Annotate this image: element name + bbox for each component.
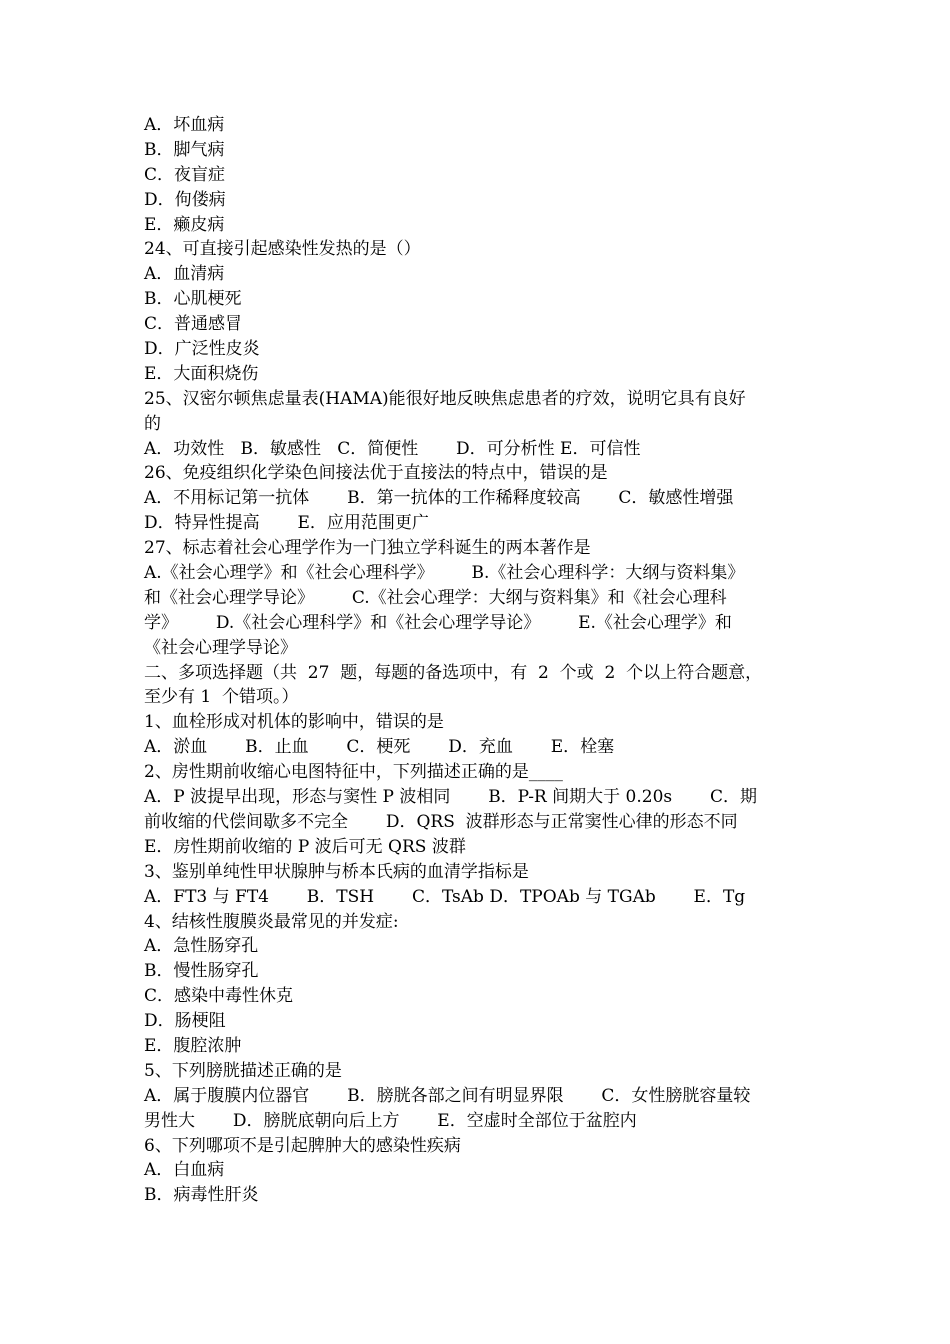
option-line: E．腹腔浓肿 — [144, 1035, 242, 1056]
option-line: E．大面积烧伤 — [144, 363, 259, 384]
option-line: A．功效性 B．敏感性 C．简便性 D．可分析性 E．可信性 — [144, 438, 641, 459]
option-line: D．肠梗阻 — [144, 1011, 226, 1032]
section-heading: 二、多项选择题（共 27 题，每题的备选项中，有 2 个或 2 个以上符合题意， — [144, 662, 763, 683]
option-line: A．FT3 与 FT4 B．TSH C．TsAb D．TPOAb 与 TGAb E．Tg — [144, 886, 746, 907]
option-line: C．夜盲症 — [144, 164, 226, 185]
option-line: E．癞皮病 — [144, 214, 225, 235]
option-line: E．房性期前收缩的 P 波后可无 QRS 波群 — [144, 836, 466, 857]
document-body — [144, 113, 809, 1208]
option-line: B．脚气病 — [144, 139, 225, 160]
section-heading-continued: 至少有 1 个错项。） — [144, 687, 299, 708]
option-line: 男性大 D．膀胱底朝向后上方 E．空虚时全部位于盆腔内 — [144, 1110, 637, 1131]
option-line: D．佝偻病 — [144, 189, 226, 210]
option-line: 和《社会心理学导论》 C.《社会心理学：大纲与资料集》和《社会心理科 — [144, 587, 727, 608]
option-line: A．坏血病 — [144, 115, 225, 135]
option-line: A．不用标记第一抗体 B．第一抗体的工作稀释度较高 C．敏感性增强 — [144, 488, 734, 509]
option-line: A．P 波提早出现，形态与窦性 P 波相同 B．P-R 间期大于 0.20s C．期 — [144, 787, 757, 808]
question-m6: 6、下列哪项不是引起脾肿大的感染性疾病 — [144, 1135, 461, 1156]
option-line: 学》 D.《社会心理科学》和《社会心理学导论》 E.《社会心理学》和 — [144, 612, 732, 633]
option-line: 前收缩的代偿间歇多不完全 D．QRS 波群形态与正常窦性心律的形态不同 — [144, 811, 738, 832]
option-line: B．慢性肠穿孔 — [144, 961, 259, 982]
question-m4: 4、结核性腹膜炎最常见的并发症: — [144, 911, 399, 932]
question-m1: 1、血栓形成对机体的影响中，错误的是 — [144, 712, 444, 733]
question-26: 26、免疫组织化学染色间接法优于直接法的特点中，错误的是 — [144, 463, 608, 484]
question-27: 27、标志着社会心理学作为一门独立学科诞生的两本著作是 — [144, 538, 591, 559]
option-line: B．病毒性肝炎 — [144, 1185, 259, 1206]
option-line: 《社会心理学导论》 — [144, 637, 297, 658]
option-line: B．心肌梗死 — [144, 289, 242, 310]
option-line: A.《社会心理学》和《社会心理科学》 B.《社会心理科学：大纲与资料集》 — [144, 563, 745, 584]
option-line: C．感染中毒性休克 — [144, 986, 294, 1007]
option-line: C．普通感冒 — [144, 314, 243, 335]
option-line: D．广泛性皮炎 — [144, 339, 260, 360]
option-line: A．白血病 — [144, 1160, 225, 1181]
question-25-continued: 的 — [144, 413, 161, 434]
question-m3: 3、鉴别单纯性甲状腺肿与桥本氏病的血清学指标是 — [144, 861, 529, 882]
question-25: 25、汉密尔顿焦虑量表(HAMA)能很好地反映焦虑患者的疗效，说明它具有良好 — [144, 388, 746, 409]
option-line: A．血清病 — [144, 264, 225, 285]
question-m2: 2、房性期前收缩心电图特征中，下列描述正确的是____ — [144, 762, 563, 783]
option-line: D．特异性提高 E．应用范围更广 — [144, 513, 429, 534]
option-line: A．属于腹膜内位器官 B．膀胱各部之间有明显界限 C．女性膀胱容量较 — [144, 1085, 751, 1106]
question-24: 24、可直接引起感染性发热的是（） — [144, 239, 421, 260]
option-line: A．淤血 B．止血 C．梗死 D．充血 E．栓塞 — [144, 737, 615, 758]
option-line: A．急性肠穿孔 — [144, 936, 259, 957]
question-m5: 5、下列膀胱描述正确的是 — [144, 1060, 342, 1081]
